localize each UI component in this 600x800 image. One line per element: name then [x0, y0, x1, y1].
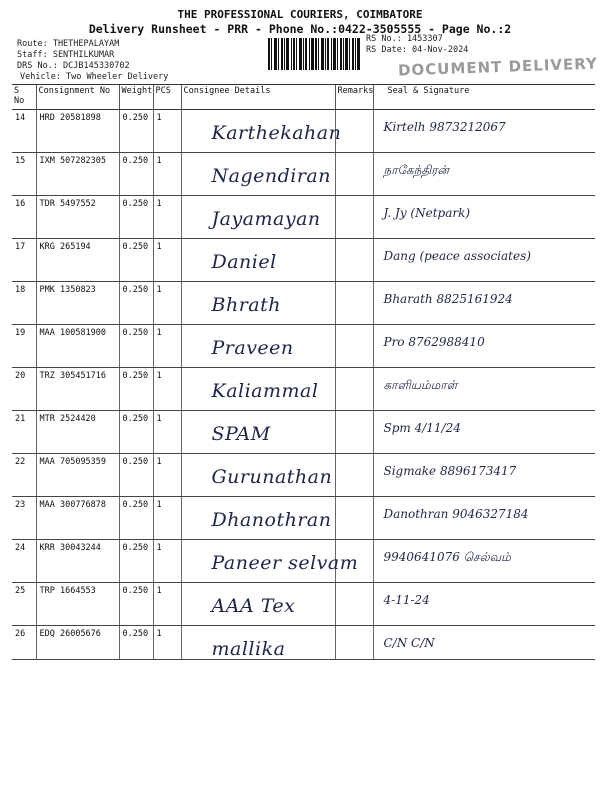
sno-cell: 22 — [12, 454, 36, 497]
consignee-handwritten-name: Jayamayan — [211, 208, 321, 230]
drs-number: DRS No.: DCJB145330702 — [17, 61, 130, 71]
pcs-cell: 1 — [153, 497, 181, 540]
consignment-cell: PMK 1350823 — [36, 282, 119, 325]
remarks-cell — [335, 282, 373, 325]
remarks-cell — [335, 583, 373, 626]
signature-cell — [373, 626, 595, 660]
barcode-image — [268, 38, 360, 70]
handwritten-signature: 4-11-24 — [383, 593, 430, 607]
col-weight: Weight — [119, 85, 153, 110]
table-row — [12, 196, 595, 239]
rs-date: RS Date: 04-Nov-2024 — [366, 45, 469, 55]
consignee-handwritten-name: AAA Tex — [211, 595, 296, 617]
consignee-handwritten-name: Daniel — [211, 251, 277, 273]
remarks-cell — [335, 325, 373, 368]
consignee-cell — [181, 239, 335, 282]
weight-cell: 0.250 — [119, 411, 153, 454]
company-title: THE PROFESSIONAL COURIERS, COIMBATORE — [177, 8, 423, 21]
remarks-cell — [335, 110, 373, 153]
handwritten-signature: Bharath 8825161924 — [383, 292, 513, 306]
consignee-cell — [181, 196, 335, 239]
sno-cell: 25 — [12, 583, 36, 626]
pcs-cell: 1 — [153, 411, 181, 454]
document-delivery-stamp: DOCUMENT DELIVERY — [397, 54, 599, 80]
table-row — [12, 282, 595, 325]
consignee-cell — [181, 411, 335, 454]
signature-cell — [373, 368, 595, 411]
table-row — [12, 497, 595, 540]
handwritten-signature: Pro 8762988410 — [383, 335, 485, 349]
handwritten-signature: Danothran 9046327184 — [383, 507, 529, 521]
consignment-cell: HRD 20581898 — [36, 110, 119, 153]
consignment-cell: MTR 2524420 — [36, 411, 119, 454]
handwritten-signature: Kirtelh 9873212067 — [383, 120, 506, 134]
signature-cell — [373, 497, 595, 540]
consignee-handwritten-name: Nagendiran — [211, 165, 331, 187]
staff-label: Staff: SENTHILKUMAR — [17, 50, 115, 60]
sno-cell: 23 — [12, 497, 36, 540]
consignee-cell — [181, 325, 335, 368]
consignee-cell — [181, 153, 335, 196]
weight-cell: 0.250 — [119, 239, 153, 282]
consignment-cell: TDR 5497552 — [36, 196, 119, 239]
col-sno: S No — [12, 85, 36, 110]
consignee-cell — [181, 583, 335, 626]
col-remarks: Remarks — [335, 85, 373, 110]
handwritten-signature: Spm 4/11/24 — [383, 421, 461, 435]
table-row — [12, 110, 595, 153]
signature-cell — [373, 196, 595, 239]
consignee-cell — [181, 368, 335, 411]
remarks-cell — [335, 411, 373, 454]
sno-cell: 18 — [12, 282, 36, 325]
col-consignment: Consignment No — [36, 85, 119, 110]
consignment-cell: KRG 265194 — [36, 239, 119, 282]
consignee-handwritten-name: Praveen — [211, 337, 294, 359]
weight-cell: 0.250 — [119, 626, 153, 660]
sno-cell: 24 — [12, 540, 36, 583]
rs-number: RS No.: 1453307 — [366, 34, 443, 44]
table-row — [12, 626, 595, 660]
sno-cell: 15 — [12, 153, 36, 196]
consignment-cell: EDQ 26005676 — [36, 626, 119, 660]
signature-cell — [373, 454, 595, 497]
consignment-cell: KRR 30043244 — [36, 540, 119, 583]
consignment-cell: IXM 507282305 — [36, 153, 119, 196]
signature-cell — [373, 411, 595, 454]
consignee-handwritten-name: Gurunathan — [211, 466, 333, 488]
signature-cell — [373, 583, 595, 626]
pcs-cell: 1 — [153, 196, 181, 239]
consignee-handwritten-name: Dhanothran — [211, 509, 332, 531]
remarks-cell — [335, 368, 373, 411]
table-row — [12, 239, 595, 282]
route-label: Route: THETHEPALAYAM — [17, 39, 120, 49]
sno-cell: 26 — [12, 626, 36, 660]
table-row — [12, 583, 595, 626]
consignment-cell: MAA 300776878 — [36, 497, 119, 540]
consignee-cell — [181, 282, 335, 325]
weight-cell: 0.250 — [119, 153, 153, 196]
pcs-cell: 1 — [153, 239, 181, 282]
remarks-cell — [335, 196, 373, 239]
weight-cell: 0.250 — [119, 454, 153, 497]
consignee-handwritten-name: Karthekahan — [211, 122, 342, 144]
handwritten-signature: காளியம்மாள் — [383, 378, 458, 392]
remarks-cell — [335, 153, 373, 196]
handwritten-signature: 9940641076 செல்வம் — [383, 550, 511, 564]
col-signature: Seal & Signature — [373, 85, 595, 110]
consignment-cell: MAA 705095359 — [36, 454, 119, 497]
table-row — [12, 540, 595, 583]
pcs-cell: 1 — [153, 110, 181, 153]
weight-cell: 0.250 — [119, 110, 153, 153]
pcs-cell: 1 — [153, 153, 181, 196]
table-row — [12, 454, 595, 497]
vehicle-label: Vehicle: Two Wheeler Delivery — [20, 72, 169, 82]
pcs-cell: 1 — [153, 540, 181, 583]
signature-cell — [373, 153, 595, 196]
sno-cell: 21 — [12, 411, 36, 454]
consignee-handwritten-name: Bhrath — [211, 294, 281, 316]
weight-cell: 0.250 — [119, 497, 153, 540]
weight-cell: 0.250 — [119, 282, 153, 325]
signature-cell — [373, 325, 595, 368]
consignment-cell: TRZ 305451716 — [36, 368, 119, 411]
signature-cell — [373, 282, 595, 325]
sno-cell: 16 — [12, 196, 36, 239]
consignee-cell — [181, 454, 335, 497]
table-row — [12, 153, 595, 196]
weight-cell: 0.250 — [119, 196, 153, 239]
handwritten-signature: Sigmake 8896173417 — [383, 464, 517, 478]
pcs-cell: 1 — [153, 583, 181, 626]
remarks-cell — [335, 454, 373, 497]
weight-cell: 0.250 — [119, 325, 153, 368]
signature-cell — [373, 540, 595, 583]
consignee-handwritten-name: SPAM — [211, 423, 271, 445]
runsheet-table — [12, 84, 595, 660]
sno-cell: 14 — [12, 110, 36, 153]
handwritten-signature: நாகேந்திரன் — [383, 163, 450, 177]
remarks-cell — [335, 626, 373, 660]
consignee-cell — [181, 497, 335, 540]
consignee-cell — [181, 540, 359, 583]
col-pcs: PCS — [153, 85, 181, 110]
sno-cell: 20 — [12, 368, 36, 411]
weight-cell: 0.250 — [119, 540, 153, 583]
pcs-cell: 1 — [153, 454, 181, 497]
signature-cell — [373, 239, 595, 282]
weight-cell: 0.250 — [119, 583, 153, 626]
remarks-cell — [335, 239, 373, 282]
signature-cell — [373, 110, 595, 153]
table-row — [12, 325, 595, 368]
sno-cell: 17 — [12, 239, 36, 282]
handwritten-signature: C/N C/N — [383, 636, 435, 650]
consignment-cell: MAA 100581900 — [36, 325, 119, 368]
table-row — [12, 368, 595, 411]
handwritten-signature: J. Jy (Netpark) — [383, 206, 471, 220]
pcs-cell: 1 — [153, 282, 181, 325]
table-row — [12, 411, 595, 454]
remarks-cell — [335, 497, 373, 540]
runsheet-title: Delivery Runsheet - PRR - Phone No.:0422-3505555 - Page No.:2 — [88, 22, 512, 36]
pcs-cell: 1 — [153, 626, 181, 660]
consignee-handwritten-name: Kaliammal — [211, 380, 319, 402]
consignment-cell: TRP 1664553 — [36, 583, 119, 626]
weight-cell: 0.250 — [119, 368, 153, 411]
remarks-cell — [335, 540, 373, 583]
col-consignee: Consignee Details — [181, 85, 335, 110]
handwritten-signature: Dang (peace associates) — [383, 249, 531, 263]
consignee-cell — [181, 110, 342, 153]
consignee-handwritten-name: mallika — [211, 638, 286, 660]
pcs-cell: 1 — [153, 368, 181, 411]
consignee-cell — [181, 626, 335, 660]
sno-cell: 19 — [12, 325, 36, 368]
consignee-handwritten-name: Paneer selvam — [211, 552, 359, 574]
table-header-row — [12, 85, 595, 110]
pcs-cell: 1 — [153, 325, 181, 368]
